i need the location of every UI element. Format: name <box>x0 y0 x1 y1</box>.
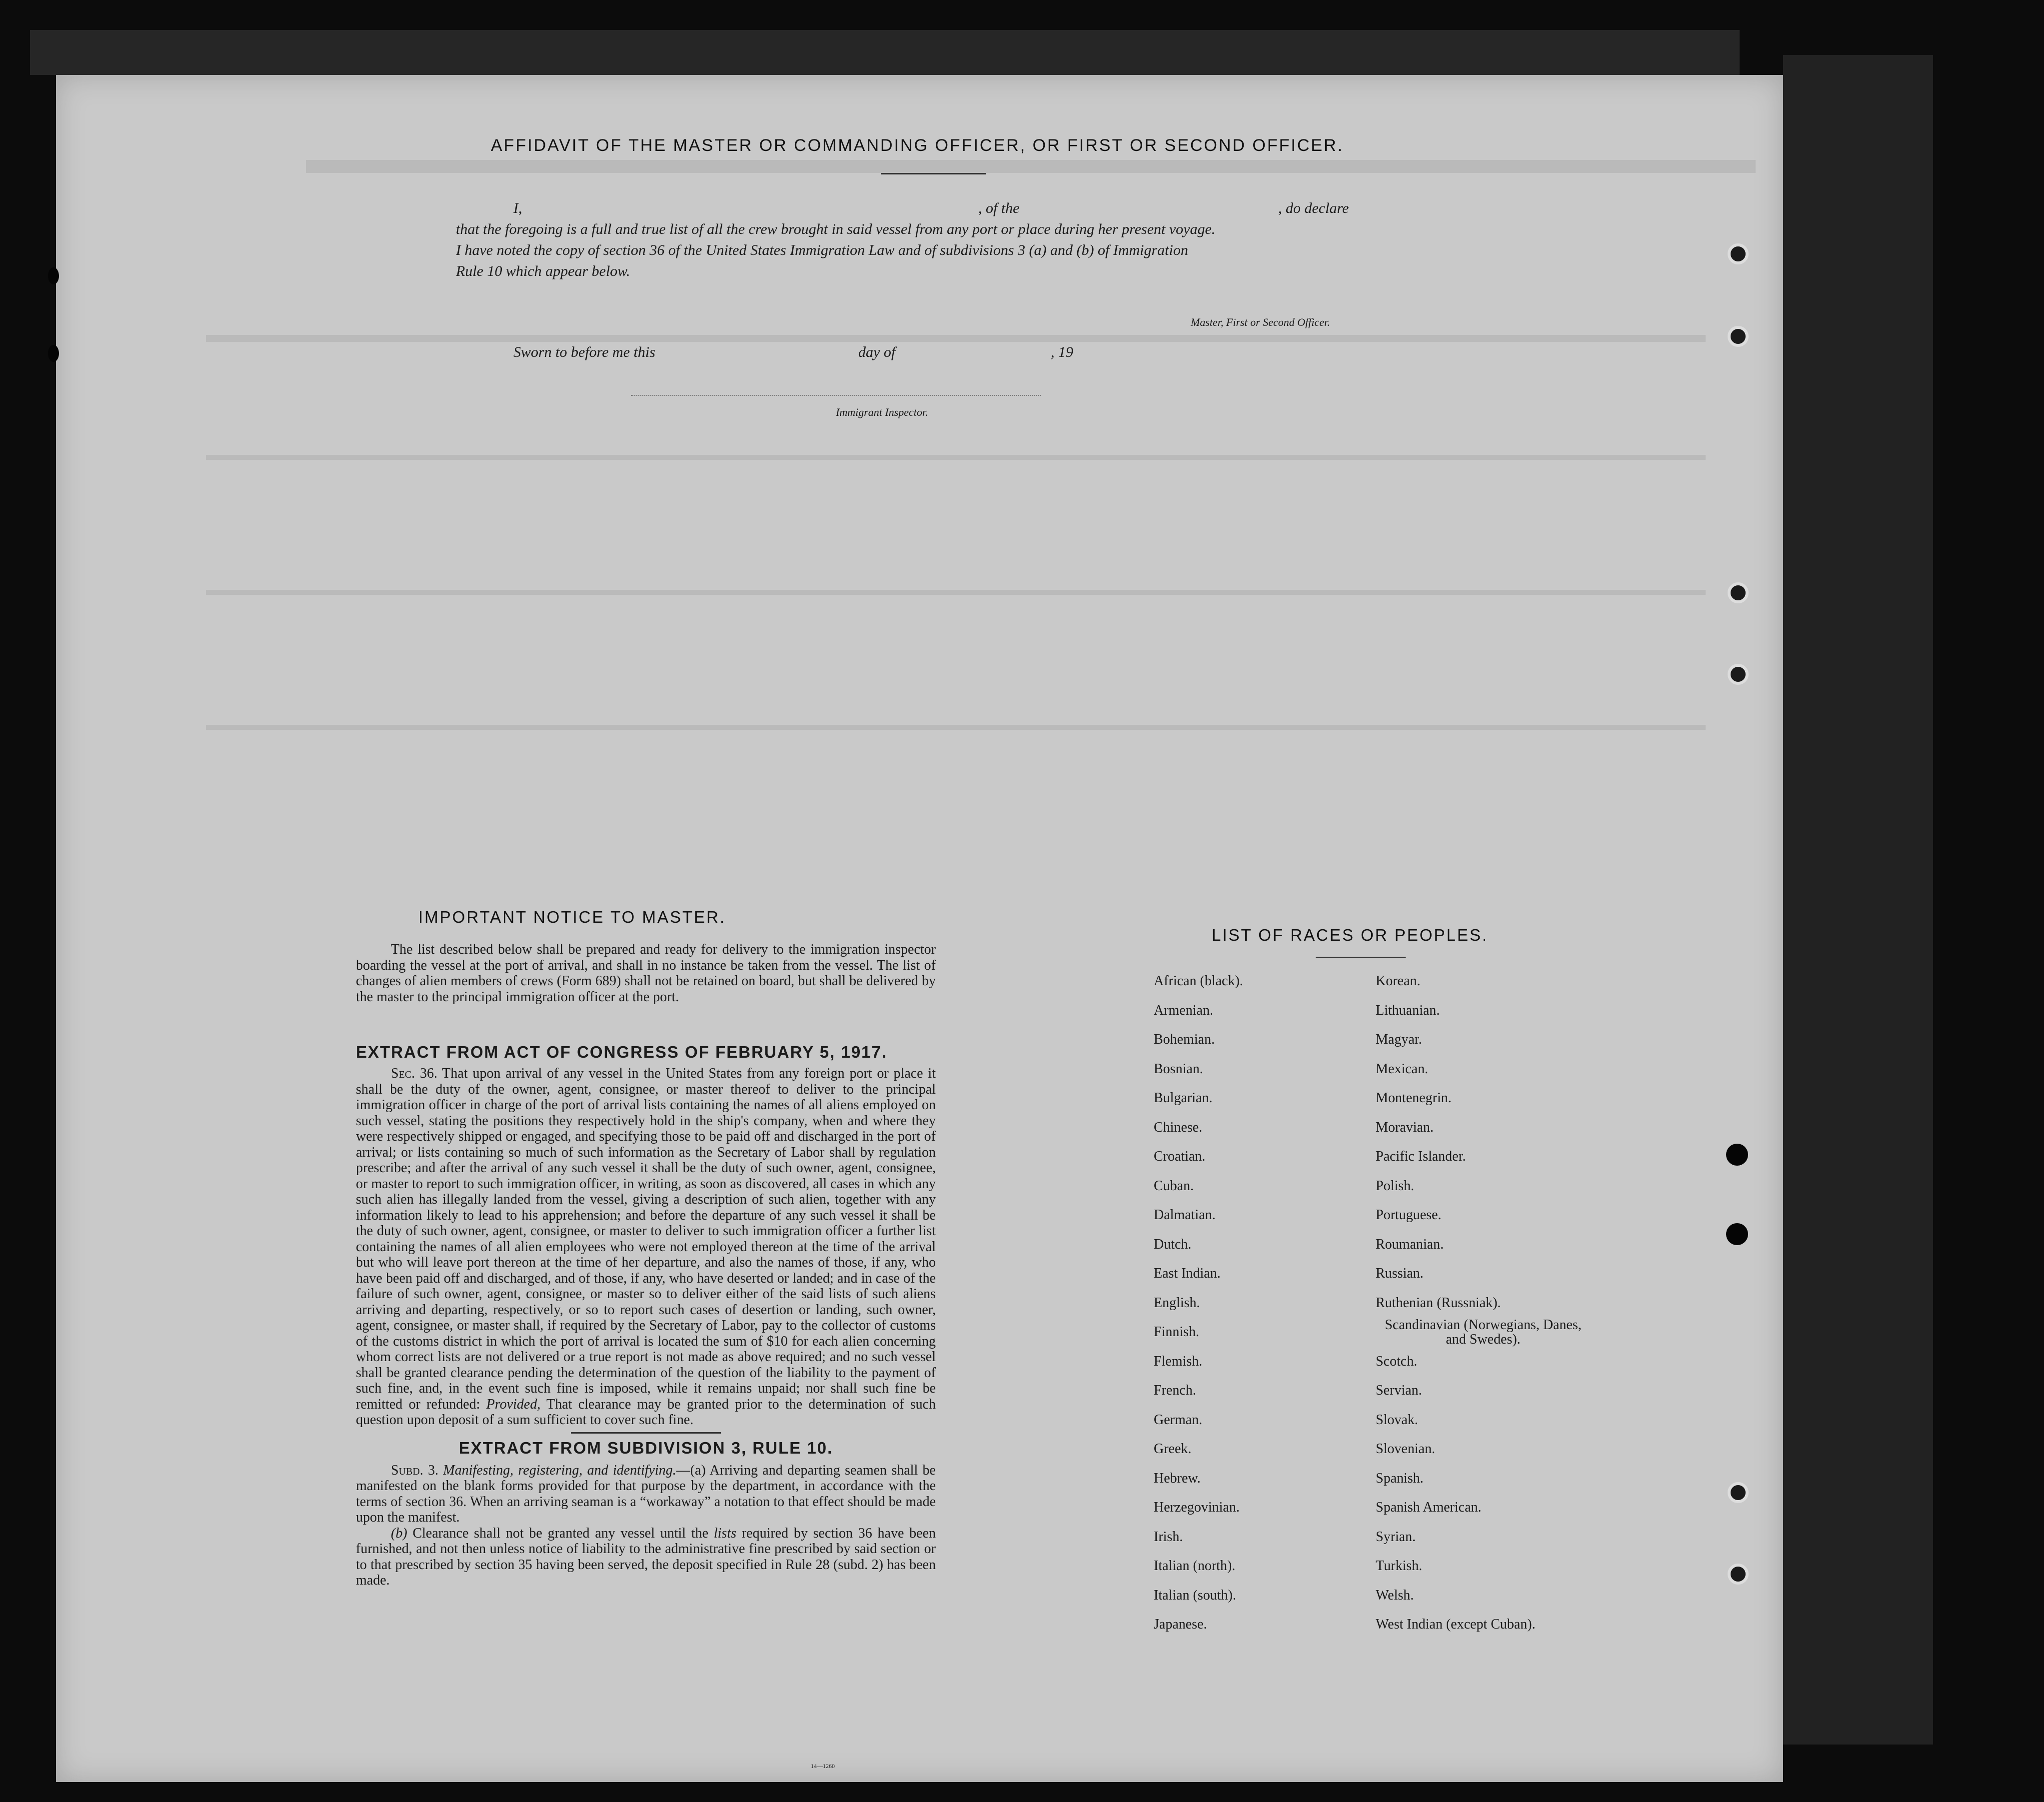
race-item: Ruthenian (Russniak). <box>1376 1295 1501 1311</box>
punch-hole <box>1728 1564 1749 1585</box>
sec-36-body: That upon arrival of any vessel in the United States from any foreign port or place it shall be the duty of the owner, agent, consignee, or master thereof to deliver to the principal immigration officer in charge of the port of arrival lists containing the names of all aliens employed on such vessel, stating the positions they respectively hold in the ship's company, when and where they were respectively shipped or engaged, and specifying those to be paid off and discharged in the port of arrival; or lists containing so much of such information as the Secretary of Labor shall by regulation prescribe; and after the arrival of any such vessel it shall be the duty of such owner, agent, consignee, or master to report to such immigration officer, in writing, as soon as discovered, all cases in which any such alien has illegally landed from the vessel, giving a description of such alien, together with any information likely to lead to his apprehension; and before the departure of any such vessel it shall be the duty of such owner, agent, consignee, or master to deliver to such immigration officer a further list containing the names of all alien employees who were not employed thereon at the time of the arrival but who will leave port thereon at the time of her departure, and also the names of those, if any, who have been paid off and discharged, and of those, if any, who have deserted or landed; and in case of the failure of such owner, agent, consignee, or master so to deliver either of the said lists of such aliens arriving and departing, respectively, or so to report such cases of desertion or landing, such owner, agent, consignee, or master shall, if required by the Secretary of Labor, pay to the collector of customs of the customs district in which the port of arrival is located the sum of $10 for each alien concerning whom correct lists are not delivered or a true report is not made as above required; and no such vessel shall be granted clearance pending the determination of the question of the liability to the payment of such fine, and, in the event such fine is imposed, while it remains unpaid; nor shall such fine be remitted or refunded: <box>356 1066 936 1412</box>
race-item: African (black). <box>1154 973 1243 989</box>
sec-36-label: Sec. 36. <box>391 1066 437 1081</box>
extract-rule-title: EXTRACT FROM SUBDIVISION 3, RULE 10. <box>458 1438 833 1457</box>
punch-hole <box>1728 1482 1749 1503</box>
punch-hole <box>1728 582 1749 603</box>
punch-hole <box>48 345 59 362</box>
inspector-signature-line <box>631 395 1041 396</box>
subd-3-para-a: —(a) Arriving and departing seamen shall be manifested on the blank forms provided for that purpose by the department, in accordance with the terms of section 36. When an arriving seaman is a “workaway” a notation to that effect should be made upon the manifest. <box>356 1462 936 1525</box>
race-item: Herzegovinian. <box>1154 1500 1240 1515</box>
notice-body: The list described below shall be prepared and ready for delivery to the immigration inspector boarding the vessel at the port of arrival, and shall in no instance be taken from the vessel. The list of changes of alien members of crews (Form 689) shall not be retained on board, but shall be delivered by the master to the principal immigration officer at the port. <box>356 942 936 1005</box>
stacked-page-edge-right <box>1783 55 1933 1745</box>
race-item: Cuban. <box>1154 1178 1194 1194</box>
stacked-page-edge <box>30 30 1740 75</box>
race-item: Turkish. <box>1376 1558 1423 1574</box>
punch-hole <box>1726 1144 1748 1166</box>
inspector-label: Immigrant Inspector. <box>836 406 928 418</box>
race-item: German. <box>1154 1412 1203 1428</box>
affidavit-title: AFFIDAVIT OF THE MASTER OR COMMANDING OFFICER, OR FIRST OR SECOND OFFICER. <box>491 136 1344 155</box>
race-item: Pacific Islander. <box>1376 1149 1466 1164</box>
race-item: Slovenian. <box>1376 1441 1435 1457</box>
race-item: Servian. <box>1376 1383 1422 1398</box>
year-text: , 19 <box>1051 344 1073 360</box>
race-item: Montenegrin. <box>1376 1090 1452 1106</box>
race-item: Lithuanian. <box>1376 1002 1440 1018</box>
race-item: Scotch. <box>1376 1353 1418 1369</box>
sworn-text: Sworn to before me this <box>513 344 655 360</box>
race-item: Armenian. <box>1154 1002 1213 1018</box>
form-number: 14—1260 <box>811 1763 835 1770</box>
race-item: Roumanian. <box>1376 1236 1444 1252</box>
extract-act-title: EXTRACT FROM ACT OF CONGRESS OF FEBRUARY 5, 1917. <box>356 1043 888 1061</box>
race-item: Finnish. <box>1154 1324 1200 1340</box>
race-item: Spanish. <box>1376 1470 1424 1486</box>
race-item: Japanese. <box>1154 1617 1207 1632</box>
race-item: Chinese. <box>1154 1119 1203 1135</box>
punch-hole <box>1728 326 1749 347</box>
races-title: LIST OF RACES OR PEOPLES. <box>1212 926 1489 944</box>
punch-hole <box>1726 1223 1748 1245</box>
race-item: Bulgarian. <box>1154 1090 1213 1106</box>
race-item: Irish. <box>1154 1529 1183 1545</box>
races-column-2 <box>1376 967 1591 1640</box>
race-item: Russian. <box>1376 1266 1424 1281</box>
race-item: Spanish American. <box>1376 1500 1482 1515</box>
affidavit-of-the: , of the <box>978 200 1020 216</box>
punch-hole <box>48 267 59 284</box>
race-item: Portuguese. <box>1376 1207 1442 1223</box>
race-item: Croatian. <box>1154 1149 1206 1164</box>
race-item: West Indian (except Cuban). <box>1376 1617 1536 1632</box>
race-item: Italian (north). <box>1154 1558 1236 1574</box>
race-item: Slovak. <box>1376 1412 1418 1428</box>
race-item: Welsh. <box>1376 1587 1414 1603</box>
race-item: Bohemian. <box>1154 1032 1215 1047</box>
para-b-lists: lists <box>713 1525 737 1541</box>
subd-3-label: Subd. 3. <box>391 1462 439 1478</box>
sec-36-body-end: That clearance may be granted prior to the determination of such question upon deposit of a sum sufficient to cover such fine. <box>356 1396 936 1428</box>
punch-hole <box>1728 243 1749 264</box>
notice-title: IMPORTANT NOTICE TO MASTER. <box>418 908 726 926</box>
race-item: Scandinavian (Norwegians, Danes, and Swedes). <box>1385 1317 1582 1347</box>
affidavit-i: I, <box>513 200 522 216</box>
race-item: Greek. <box>1154 1441 1192 1457</box>
para-b-text-1: Clearance shall not be granted any vessel until the <box>412 1525 709 1541</box>
para-b-text-2: required by section 36 have been furnished, and not then unless notice of liability to the administrative fine prescribed by said section or to that prescribed by section 35 having been served, the deposit specified in Rule 28 (subd. 2) has been made. <box>356 1525 936 1588</box>
race-item: Magyar. <box>1376 1032 1422 1047</box>
race-item: Moravian. <box>1376 1119 1434 1135</box>
notice-body-block <box>356 942 936 1005</box>
race-item: Syrian. <box>1376 1529 1416 1545</box>
race-item: Korean. <box>1376 973 1421 989</box>
race-item: Bosnian. <box>1154 1061 1203 1077</box>
race-item: Polish. <box>1376 1178 1415 1194</box>
affidavit-line-2: that the foregoing is a full and true list of all the crew brought in said vessel from any port or place during her present voyage. <box>456 221 1216 237</box>
affidavit-line-3: I have noted the copy of section 36 of the United States Immigration Law and of subdivisions 3 (a) and (b) of Immigration <box>456 242 1188 258</box>
document-page <box>56 75 1783 1782</box>
race-item: French. <box>1154 1383 1196 1398</box>
para-b-label: (b) <box>391 1525 407 1541</box>
punch-hole <box>1728 664 1749 685</box>
affidavit-line-4: Rule 10 which appear below. <box>456 263 630 279</box>
race-item: Flemish. <box>1154 1353 1203 1369</box>
race-item: Dutch. <box>1154 1236 1192 1252</box>
race-item: Mexican. <box>1376 1061 1428 1077</box>
subd-3-heading: Manifesting, registering, and identifying. <box>443 1462 676 1478</box>
extract-act-section <box>356 1039 936 1589</box>
race-item: Italian (south). <box>1154 1587 1236 1603</box>
day-of-text: day of <box>858 344 896 360</box>
affidavit-do-declare: , do declare <box>1278 200 1349 216</box>
race-item: East Indian. <box>1154 1266 1221 1281</box>
race-item: Dalmatian. <box>1154 1207 1216 1223</box>
race-item: Hebrew. <box>1154 1470 1201 1486</box>
provided-word: Provided, <box>486 1396 541 1412</box>
signature-label: Master, First or Second Officer. <box>1191 316 1330 328</box>
races-column-1 <box>1154 967 1243 1640</box>
race-item: English. <box>1154 1295 1200 1311</box>
